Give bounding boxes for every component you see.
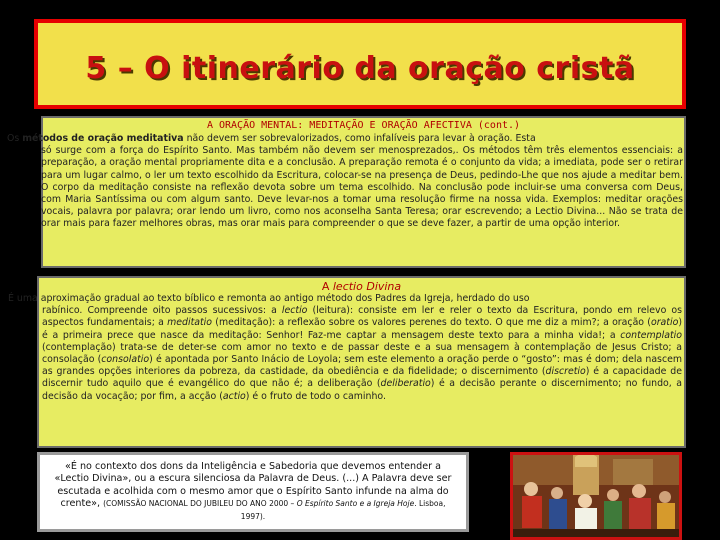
religious-painting-image [510, 452, 682, 540]
lectio-text-segment: ) é apontada por Santo Inácio de Loyola; sem este elemento a oração perde o “gosto”: mas é dom; dela nascem as grandes opções interiores da pobreza, da castidade, da obediência e da fidelidade; o discernimento ( [42, 354, 682, 378]
lectio-text-segment: ) é a primeira prece que nasce da meditação: Senhor! Faz-me captar a mensagem deste texto para a minha vida!; a [42, 317, 682, 341]
quote-text [40, 455, 466, 523]
lectio-text-segment: (leitura): consiste em ler e reler o texto da Escritura, pondo em relevo os aspectos fundamentais; a [42, 305, 682, 329]
term-discretio: discretio [545, 366, 586, 378]
term-consolatio: consolatio [101, 354, 150, 366]
title-box [34, 19, 686, 109]
bold-term: métodos de oração meditativa [22, 133, 184, 144]
lectio-divina-heading [39, 280, 684, 293]
term-lectio: lectio [281, 305, 308, 317]
lectio-text-segment: ) é o fruto de todo o caminho. [245, 390, 386, 402]
mental-prayer-body [7, 133, 683, 231]
heading-prefix: A [321, 280, 333, 293]
lectio-text-segment: ) é a decisão perante o discernimento; no fundo, a decisão da vocação; por fim, a acção ( [42, 378, 682, 402]
mental-prayer-heading: A ORAÇÃO MENTAL: MEDITAÇÃO E ORAÇÃO AFECTIVA (cont.) [206, 120, 521, 131]
term-oratio: oratio [650, 317, 679, 329]
quote-box [37, 452, 469, 532]
lectio-text-segment: rabínico. Compreende oito passos sucessivos: a [42, 305, 282, 317]
slide-title: 5 – O itinerário da oração cristã [85, 51, 635, 86]
lectio-text [8, 305, 682, 403]
lectio-divina-body [8, 293, 682, 403]
heading-italic: lectio Divina [332, 280, 402, 293]
lectio-divina-panel [8, 276, 686, 448]
intro-rest: não devem ser sobrevalorizados, como infalíveis para levar à oração. Esta [183, 133, 536, 144]
term-contemplatio: contemplatio [620, 329, 682, 341]
term-deliberatio: deliberatio [380, 378, 431, 390]
mental-prayer-text: só surge com a força do Espírito Santo. Mas também não devem ser menosprezados,. Os métodos têm três elementos essenciais: a preparação, a oração mental propriamente dita e a conclusão. A preparação remota é o conjunto da vida; a imediata, pode ser o retirar para um lugar calmo, o ler um texto escolhido da Escritura, colocar-se na presença de Deus, pedindo-Lhe que nos ajude a meditar bem. O corpo da meditação consiste na reflexão devota sobre um tema escolhido. Na conclusão pode incluir-se uma conversa com Deus, com Maria Santíssima ou com algum santo. Deve levar-nos a tomar uma resolução firme na nossa vida. Exemplos: meditar orações vocais, palavra por palavra; orar lendo um livro, como nos aconselha Santa Teresa; orar escrevendo; a Lectio Divina... Não se trata de orar mais para fazer melhores obras, mas orar mais para compreender o que se deve fazer, a partir de uma opção interior. [41, 145, 683, 230]
mental-prayer-first-line [7, 133, 683, 145]
quote-source [103, 499, 445, 520]
lectio-text-segment: (meditação): a reflexão sobre os valores perenes do texto. O que me diz a mim?; a oração ( [212, 317, 651, 329]
lectio-text-segment: (contemplação) trata-se de deter-se com amor no texto e de passar deste e a sua mensagem à contemplação de Jesus Cristo; a consolação ( [42, 341, 682, 366]
source-title: O Espírito Santo e a Igreja Hoje [296, 499, 415, 509]
lectio-first-line: É uma aproximação gradual ao texto bíblico e remonta ao antigo método dos Padres da Igreja, herdado do uso [8, 293, 530, 304]
source-prefix: (COMISSÃO NACIONAL DO JUBILEU DO ANO 2000 – [103, 499, 297, 509]
term-meditatio: meditatio [167, 317, 213, 329]
intro-prefix: Os [7, 133, 23, 144]
painting-illustration [513, 455, 679, 537]
lectio-text-segment: ) é a capacidade de discernir tudo aquilo que é evangélico do que não é; a deliberação ( [42, 366, 683, 390]
mental-prayer-panel [7, 116, 686, 268]
term-actio: actio [222, 390, 246, 402]
source-suffix: . Lisboa, 1997). [240, 499, 446, 521]
quote-body: «É no contexto dos dons da Inteligência e Sabedoria que devemos entender a «Lectio Divina», ou a escura silenciosa da Palavra de Deus. (...) A Palavra deve ser escutada e acolhida com o mesmo amor que o Espírito Santo infunde na alma do crente», [54, 461, 452, 510]
